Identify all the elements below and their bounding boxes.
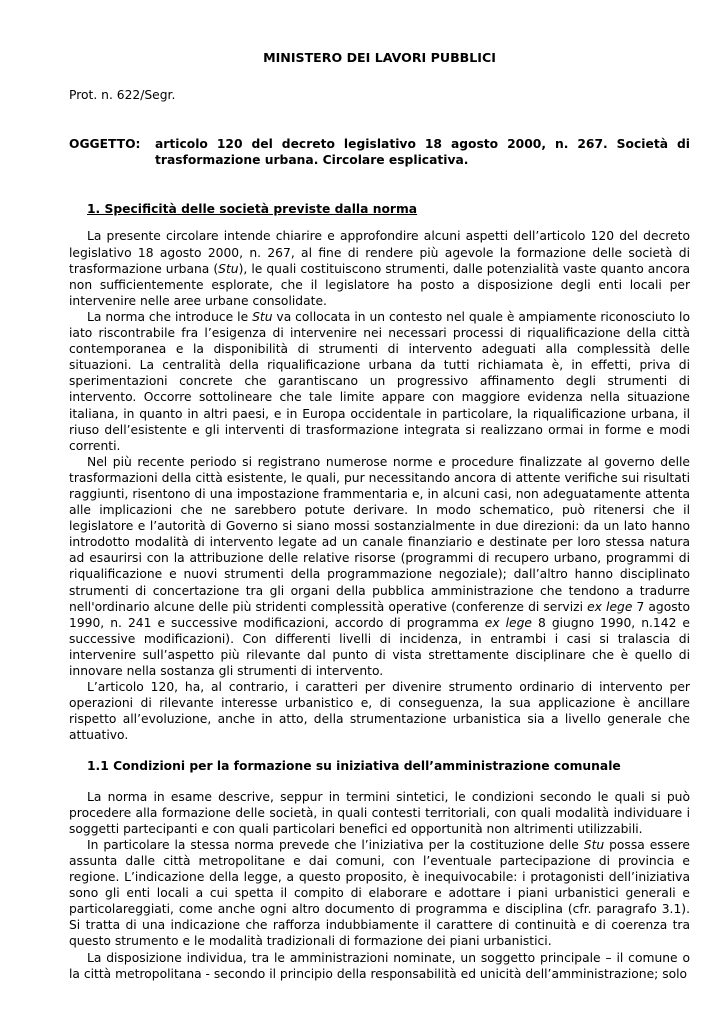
italic-term: ex lege	[587, 599, 633, 614]
italic-term: Stu	[252, 309, 273, 324]
italic-term: ex lege	[484, 615, 532, 630]
paragraph	[69, 789, 690, 837]
paragraph-text: In particolare la stessa norma prevede che l’iniziativa per la costituzione delle	[87, 837, 584, 852]
italic-term: Stu	[583, 837, 605, 852]
italic-term: Stu	[218, 261, 239, 276]
paragraph-text: ), le quali costituiscono strumenti, dalle potenzialità vaste quanto ancora non sufficientemente esplorate, che il legislatore ha posto a disposizione degli enti locali per intervenire nelle aree urbane consolidate.	[69, 261, 691, 308]
paragraph-text: La presente circolare intende chiarire e approfondire alcuni aspetti dell’articolo 120 del decreto legislativo 18 agosto 2000, n. 267, al fine di rendere più agevole la formazione delle società di trasformazione urbana (	[69, 229, 690, 276]
paragraph	[69, 679, 690, 743]
paragraph-text: La norma che introduce le	[87, 309, 253, 324]
paragraph-text: L’articolo 120, ha, al contrario, i caratteri per divenire strumento ordinario di intervento per operazioni di rilevante interesse urbanistico e, di conseguenza, la sua applicazione è ancillare rispetto all’evoluzione, anche in atto, della strumentazione urbanistica sia a livello generale che attuativo.	[69, 680, 690, 743]
paragraph-text: possa essere assunta dalle città metropolitane e dai comuni, con l’eventuale partecipazione di provincia e regione. L’indicazione della legge, a questo proposito, è inequivocabile: i protagonisti dell’iniziativa sono gli enti locali a cui spetta il compito di elaborare e adottare i piani urbanistici generali e particolareggiati, come anche ogni altro documento di programma e disciplina (cfr. paragrafo 3.1). Si tratta di una indicazione che rafforza indubbiamente il carattere di continuità e di coerenza tra questo strumento e le modalità tradizionali di formazione dei piani urbanistici.	[69, 837, 690, 949]
paragraph-text: 7 agosto 1990, n. 241 e successive modificazioni, accordo di programma	[69, 599, 691, 630]
paragraph	[69, 454, 690, 679]
paragraph-text: 8 giugno 1990, n.142 e successive modificazioni). Con differenti livelli di incidenza, in entrambi i casi si tralascia di intervenire sull’aspetto più rilevante dal punto di vista strettamente disciplinare che è quello di innovare nella sostanza gli strumenti di intervento.	[69, 615, 690, 678]
paragraph	[69, 309, 690, 454]
paragraph-text: La disposizione individua, tra le amministrazioni nominate, un soggetto principale – il comune o la città metropolitana - secondo il principio della responsabilità ed unicità dell’amministrazione; solo	[69, 950, 690, 981]
subject-text: articolo 120 del decreto legislativo 18 agosto 2000, n. 267. Società di trasformazione urbana. Circolare esplicativa.	[155, 137, 690, 168]
subject-block	[69, 136, 690, 168]
protocol-number: Prot. n. 622/Segr.	[69, 88, 176, 103]
paragraph-text: La norma in esame descrive, seppur in termini sintetici, le condizioni secondo le quali si può procedere alla formazione delle società, in quali contesti territoriali, con quali modalità individuare i soggetti partecipanti e con quali particolari benefici ed opportunità non altrimenti utilizzabili.	[69, 789, 690, 836]
paragraph	[69, 837, 690, 950]
paragraph-text: Nel più recente periodo si registrano numerose norme e procedure finalizzate al governo delle trasformazioni della città esistente, le quali, pur necessitando ancora di attente verifiche sui risultati raggiunti, risentono di una impostazione frammentaria e, in alcuni casi, non adeguatamente attenta alle implicazioni che ne sarebbero potute derivare. In modo schematico, può ritenersi che il legislatore e l’autorità di Governo si siano mossi sostanzialmente in due direzioni: da un lato hanno introdotto modalità di intervento legate ad un canale finanziario e destinate per loro stessa natura ad esaurirsi con la attribuzione delle relative risorse (programmi di recupero urbano, programmi di riqualificazione e nuovi strumenti della programmazione negoziale); dall’altro hanno disciplinato strumenti di concertazione tra gli organi della pubblica amministrazione che tendono a tradurre nell'ordinario alcune delle più stridenti complessità operative (conferenze di servizi	[69, 454, 690, 614]
section-1-heading: 1. Specificità delle società previste dalla norma	[87, 202, 418, 217]
subject-label: OGGETTO:	[69, 137, 141, 152]
paragraph-text: va collocata in un contesto nel quale è ampiamente riconosciuto lo iato riscontrabile fra l’esigenza di intervenire nei necessari processi di riqualificazione della città contemporanea e la disponibilità di strumenti di intervento adeguati alla complessità delle situazioni. La centralità della riqualificazione urbana da tutti richiamata è, in effetti, priva di sperimentazioni concrete che garantiscano un progressivo affinamento degli strumenti di intervento. Occorre sottolineare che tale limite appare con maggiore evidenza nella situazione italiana, in quanto in altri paesi, e in Europa occidentale in particolare, la riqualificazione urbana, il riuso dell’esistente e gli interventi di trasformazione integrata si realizzano ormai in forme e modi correnti.	[69, 309, 690, 453]
paragraph	[69, 950, 690, 982]
section-1-1-heading: 1.1 Condizioni per la formazione su iniziativa dell’amministrazione comunale	[87, 759, 621, 774]
document-page	[69, 50, 690, 982]
paragraph	[69, 228, 690, 308]
document-title: MINISTERO DEI LAVORI PUBBLICI	[263, 50, 496, 65]
